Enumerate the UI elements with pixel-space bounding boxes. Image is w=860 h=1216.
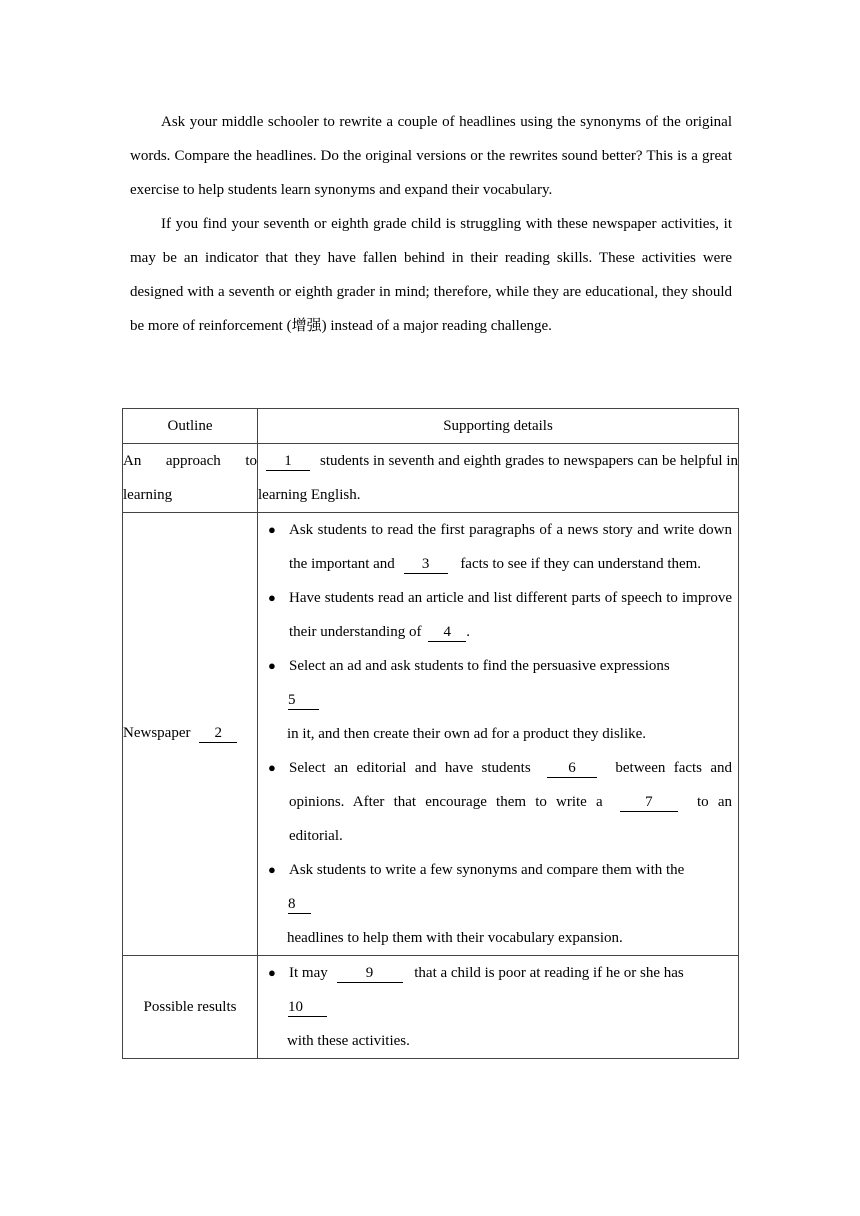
blank-9[interactable]: 9 <box>337 965 403 983</box>
bullet-text: . <box>466 624 470 640</box>
paragraph-synonyms: Ask your middle schooler to rewrite a couple of headlines using the synonyms of the original words. Compare the headlines. Do the original versions or the rewrites sound better? This is a great exercise to help students learn synonyms and expand their vocabulary. <box>130 114 732 198</box>
blank-6[interactable]: 6 <box>547 760 597 778</box>
bullet-continuation: headlines to help them with their vocabulary expansion. <box>287 930 623 946</box>
bullet-icon: ● <box>268 965 276 980</box>
bullet-continuation <box>258 887 738 921</box>
bullet-text: that a child is poor at reading if he or she has <box>414 965 684 981</box>
details-newspaper <box>258 513 739 956</box>
bullet-text: Select an ad and ask students to find the persuasive expressions <box>289 658 670 674</box>
outline-table <box>122 408 739 1059</box>
blank-2[interactable]: 2 <box>199 725 237 743</box>
blank-3[interactable]: 3 <box>404 556 448 574</box>
bullet-continuation <box>258 683 738 717</box>
blank-1[interactable]: 1 <box>266 453 310 471</box>
bullet-text: Select an editorial and have students <box>289 760 531 776</box>
bullet-text: facts to see if they can understand them. <box>460 556 702 572</box>
bullet-text: to an editorial. <box>289 794 733 844</box>
bullet-item <box>258 513 738 581</box>
header-outline: Outline <box>123 409 258 444</box>
table-row-newspaper <box>123 513 739 956</box>
bullet-text: Ask students to write a few synonyms and compare them with the <box>289 862 685 878</box>
bullet-text: between facts and opinions. After that encourage them to write a <box>289 760 733 810</box>
bullet-continuation: in it, and then create their own ad for a product they dislike. <box>287 726 647 742</box>
blank-4[interactable]: 4 <box>428 624 466 642</box>
table-row-results <box>123 956 739 1059</box>
bullet-icon: ● <box>268 862 276 877</box>
label-newspaper <box>123 513 258 956</box>
bullet-item <box>258 649 738 683</box>
bullet-icon: ● <box>268 590 276 605</box>
blank-5[interactable]: 5 <box>288 692 319 710</box>
bullet-text: Ask students to read the first paragraphs of a news story and write down the important and <box>289 522 732 572</box>
bullet-continuation <box>258 990 738 1024</box>
label-results: Possible results <box>123 956 258 1059</box>
label-approach <box>123 444 258 513</box>
paragraph-struggling: If you find your seventh or eighth grade child is struggling with these newspaper activities, it may be an indicator that they have fallen behind in their reading skills. These activities were designed with a seventh or eighth grader in mind; therefore, while they are educational, they should be more of reinforcement (增强) instead of a major reading challenge. <box>130 216 732 334</box>
bullet-continuation: with these activities. <box>287 1033 410 1049</box>
header-details: Supporting details <box>258 409 739 444</box>
bullet-item <box>258 956 738 990</box>
bullet-item <box>258 581 738 649</box>
details-approach <box>258 444 739 513</box>
label-word: to <box>245 453 257 469</box>
bullet-text: It may <box>289 965 328 981</box>
label-text: Newspaper <box>123 725 191 741</box>
bullet-icon: ● <box>268 658 276 673</box>
bullet-item <box>258 853 738 887</box>
details-results <box>258 956 739 1059</box>
label-word: learning <box>123 487 173 503</box>
bullet-icon: ● <box>268 522 276 537</box>
blank-7[interactable]: 7 <box>620 794 678 812</box>
bullet-item <box>258 751 738 853</box>
table-row-approach <box>123 444 739 513</box>
blank-8[interactable]: 8 <box>288 896 311 914</box>
label-word: approach <box>165 453 221 469</box>
label-word: An <box>123 453 142 469</box>
bullet-icon: ● <box>268 760 276 775</box>
blank-10[interactable]: 10 <box>288 999 327 1017</box>
details-text: students in seventh and eighth grades to newspapers can be helpful in learning English. <box>258 453 738 503</box>
table-header-row <box>123 409 739 444</box>
bullet-text: Have students read an article and list different parts of speech to improve their understanding of <box>289 590 732 640</box>
